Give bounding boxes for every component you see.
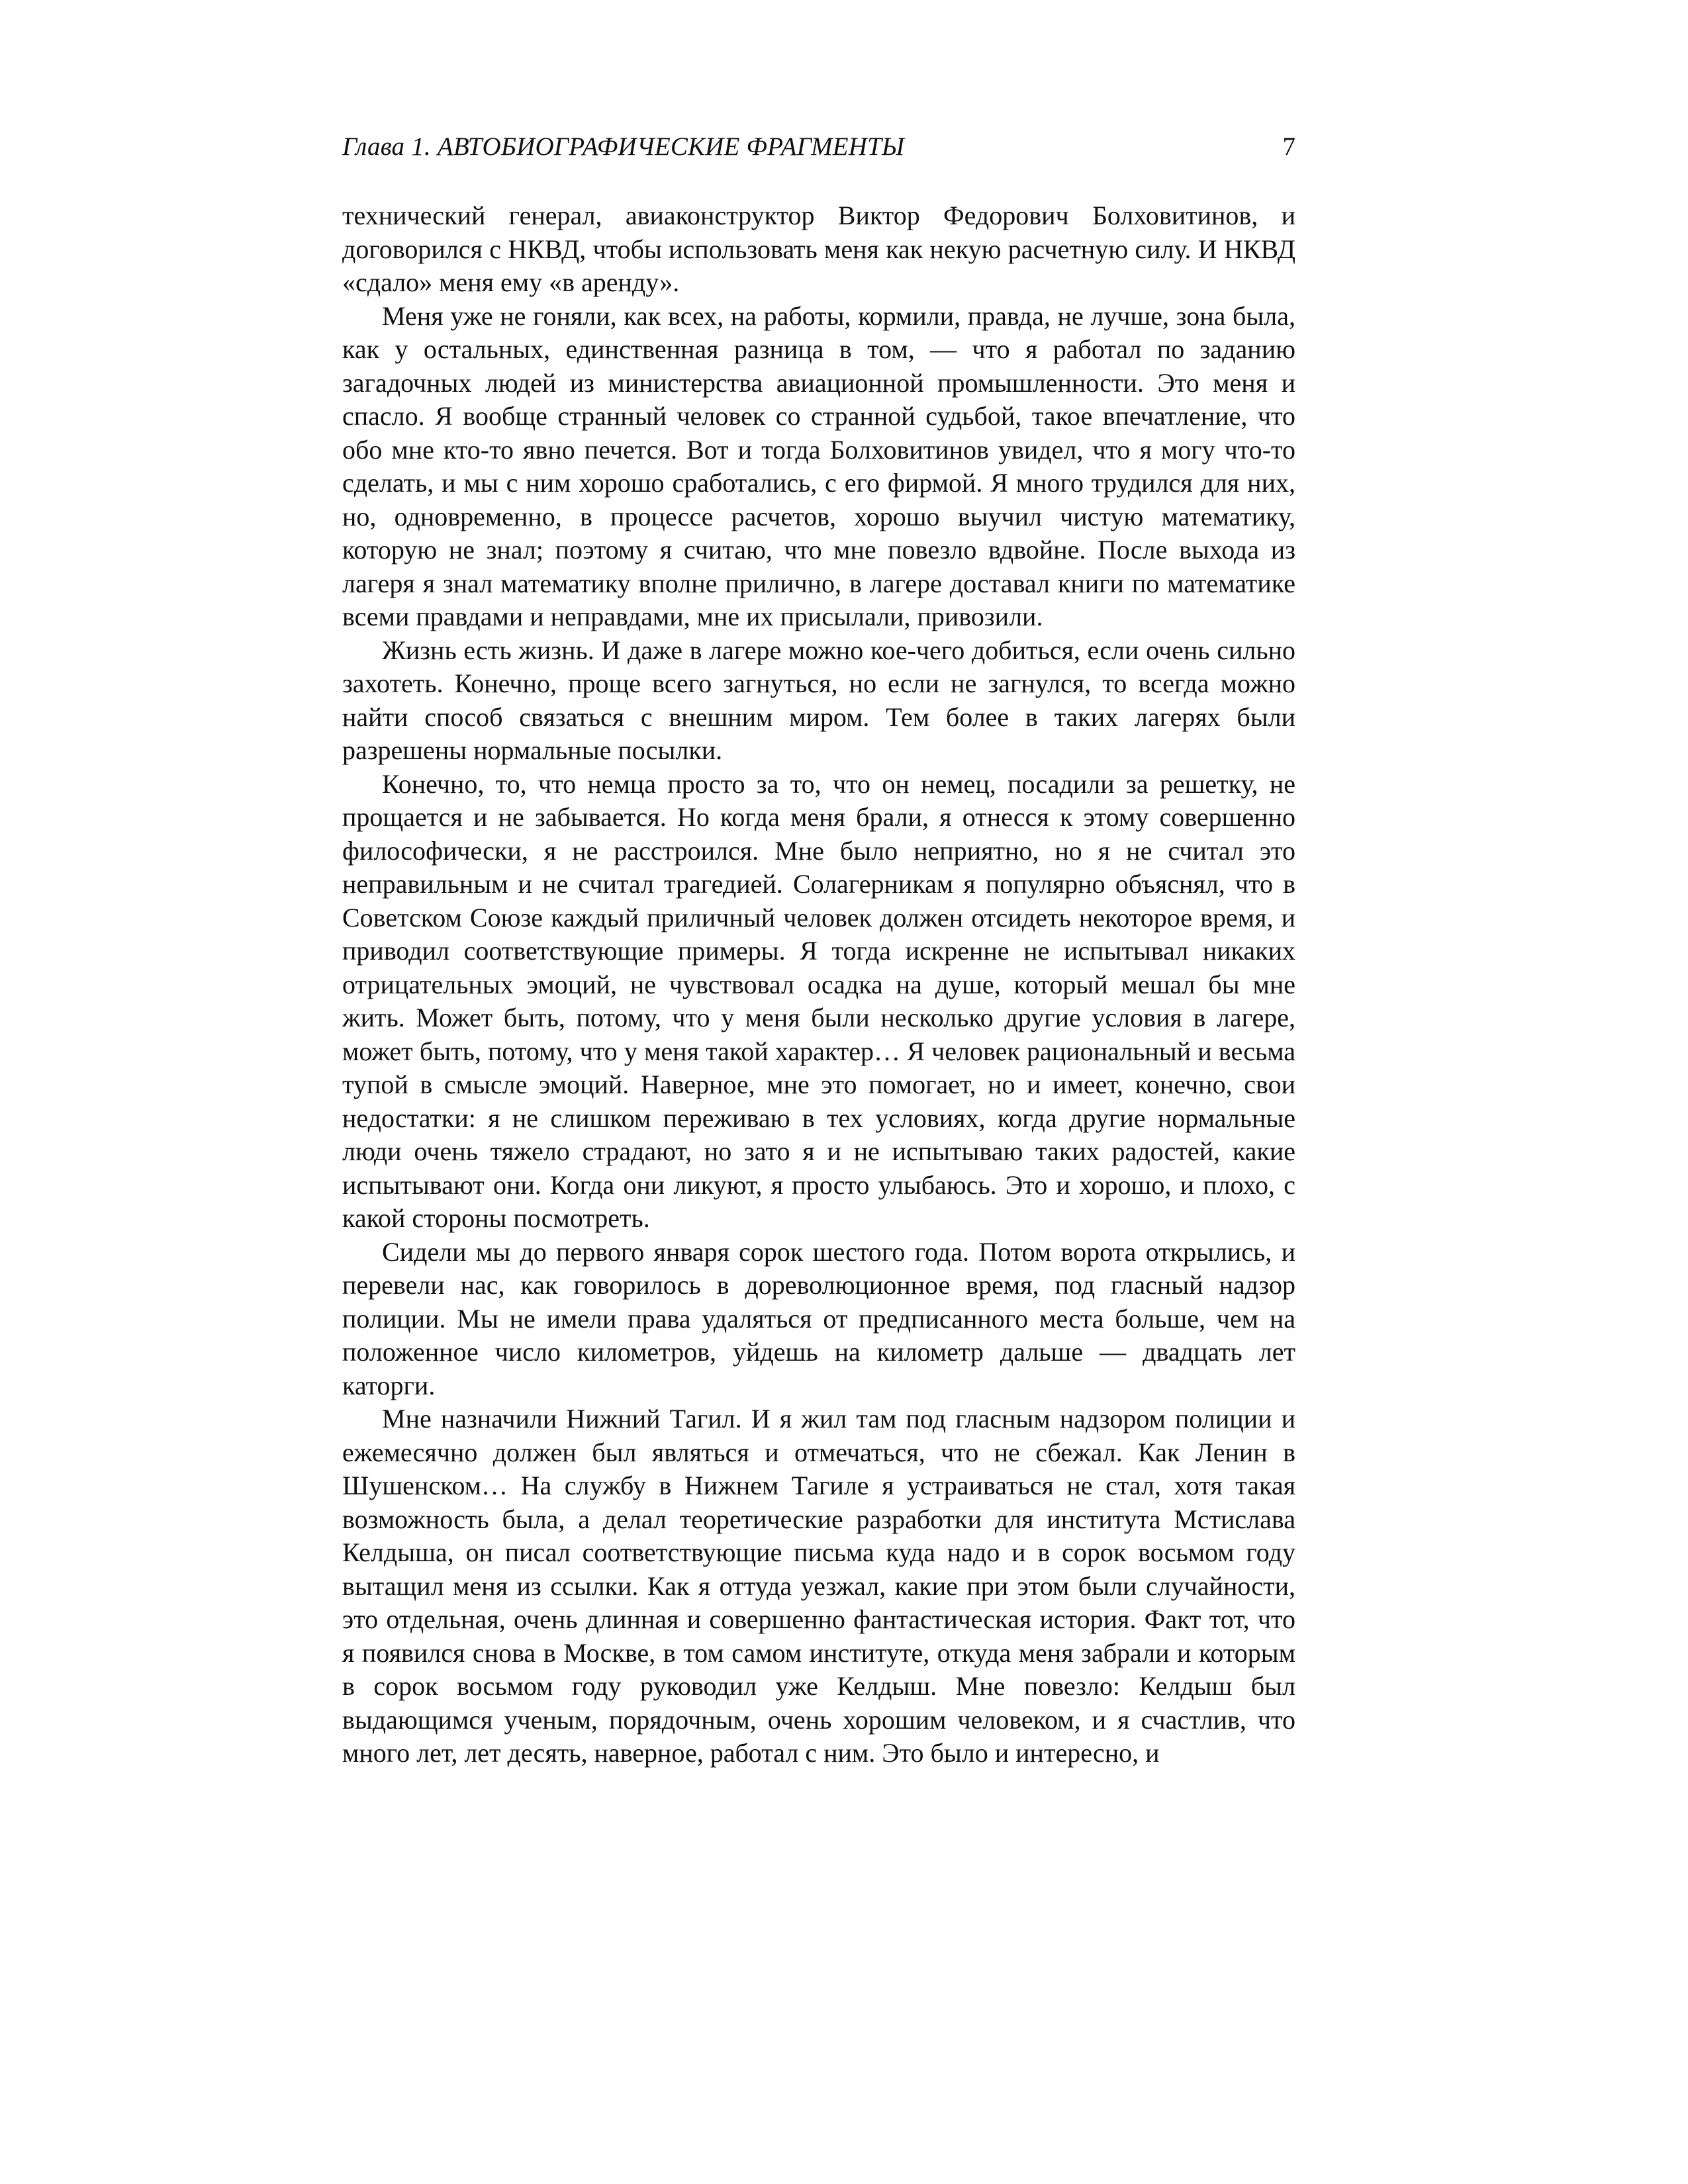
paragraph: Сидели мы до первого января сорок шестого года. Потом ворота открылись, и перевели нас, как говорилось в дореволюционное время, под гласный надзор полиции. Мы не имели права удаляться от предписанного места больше, чем на положенное число километров, уйдешь на километр дальше — двадцать лет каторги. — [342, 1236, 1295, 1400]
paragraph: Жизнь есть жизнь. И даже в лагере можно кое-чего добиться, если очень сильно захотеть. Конечно, проще всего загнуться, но если не загнулся, то всегда можно найти способ связаться с внешним миром. Тем более в таких лагерях были разрешены нормальные посылки. — [342, 635, 1295, 765]
paragraph-continuation: технический генерал, авиаконструктор Виктор Федорович Болховитинов, и договорился с НКВД, чтобы использовать меня как некую расчетную силу. И НКВД «сдало» меня ему «в аренду». — [342, 201, 1295, 297]
page-number: 7 — [1282, 132, 1295, 161]
body-text — [342, 199, 1295, 1770]
paragraph: Конечно, то, что немца просто за то, что он немец, посадили за решетку, не прощается и не забывается. Но когда меня брали, я отнесся к этому совершенно философически, я не расстроился. Мне было неприятно, но я не считал это неправильным и не считал трагедией. Солагерникам я популярно объяснял, что в Советском Союзе каждый приличный человек должен отсидеть некоторое время, и приводил соответствующие примеры. Я тогда искренне не испытывал никаких отрицательных эмоций, не чувствовал осадка на душе, который мешал бы мне жить. Может быть, потому, что у меня были несколько другие условия в лагере, может быть, потому, что у меня такой характер… Я человек рациональный и весьма тупой в смысле эмоций. Наверное, мне это помогает, но и имеет, конечно, свои недостатки: я не слишком переживаю в тех условиях, когда другие нормальные люди очень тяжело страдают, но зато я и не испытываю таких радостей, какие испытывают они. Когда они ликуют, я просто улыбаюсь. Это и хорошо, и плохо, с какой стороны посмотреть. — [342, 768, 1295, 1233]
paragraph: Меня уже не гоняли, как всех, на работы, кормили, правда, не лучше, зона была, как у остальных, единственная разница в том, — что я работал по заданию загадочных людей из министерства авиационной промышленности. Это меня и спасло. Я вообще странный человек со странной судьбой, такое впечатление, что обо мне кто-то явно печется. Вот и тогда Болховитинов увидел, что я могу что-то сделать, и мы с ним хорошо сработались, с его фирмой. Я много трудился для них, но, одновременно, в процессе расчетов, хорошо выучил чистую математику, которую не знал; поэтому я считаю, что мне повезло вдвойне. После выхода из лагеря я знал математику вполне прилично, в лагере доставал книги по математике всеми правдами и неправдами, мне их присылали, привозили. — [342, 300, 1295, 631]
running-head — [342, 127, 1295, 167]
paragraph: Мне назначили Нижний Тагил. И я жил там под гласным надзором полиции и ежемесячно должен был являться и отмечаться, что не сбежал. Как Ленин в Шушенском… На службу в Нижнем Тагиле я устраиваться не стал, хотя такая возможность была, а делал теоретические разработки для института Мстислава Келдыша, он писал соответствующие письма куда надо и в сорок восьмом году вытащил меня из ссылки. Как я оттуда уезжал, какие при этом были случайности, это отдельная, очень длинная и совершенно фантастическая история. Факт тот, что я появился снова в Москве, в том самом институте, откуда меня забрали и которым в сорок восьмом году руководил уже Келдыш. Мне повезло: Келдыш был выдающимся ученым, порядочным, очень хорошим человеком, и я счастлив, что много лет, лет десять, наверное, работал с ним. Это было и интересно, и — [342, 1404, 1295, 1768]
chapter-title: Глава 1. АВТОБИОГРАФИЧЕСКИЕ ФРАГМЕНТЫ — [342, 132, 905, 161]
